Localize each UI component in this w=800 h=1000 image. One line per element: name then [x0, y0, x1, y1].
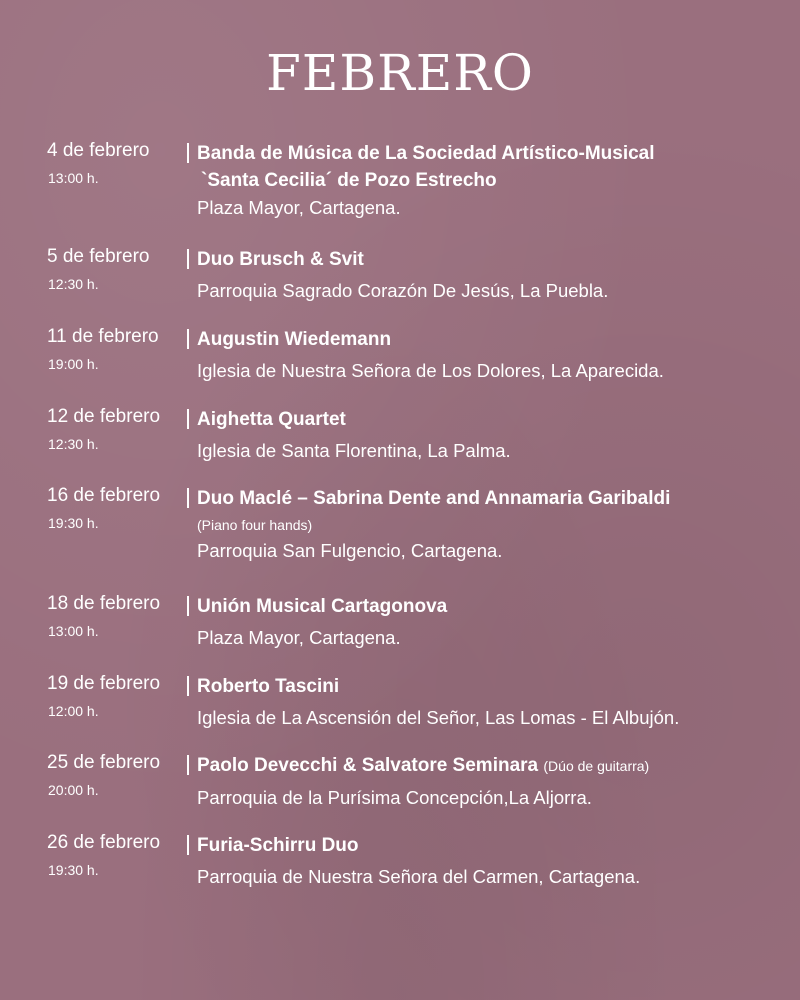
separator	[187, 329, 189, 349]
event-venue: Parroquia Sagrado Corazón De Jesús, La Puebla.	[197, 280, 609, 301]
event-time: 19:00 h.	[48, 356, 99, 372]
event-performer: Aighetta Quartet	[197, 409, 346, 430]
separator	[187, 249, 189, 269]
event-date: 4 de febrero	[47, 140, 150, 161]
event-venue: Parroquia de Nuestra Señora del Carmen, Cartagena.	[197, 866, 641, 887]
event-note: (Dúo de guitarra)	[543, 758, 650, 774]
event-time: 20:00 h.	[48, 782, 99, 798]
event-time: 19:30 h.	[48, 862, 99, 878]
event-venue: Plaza Mayor, Cartagena.	[197, 197, 401, 218]
separator	[187, 409, 189, 429]
event-time: 13:00 h.	[48, 170, 99, 186]
event-date: 18 de febrero	[47, 593, 161, 614]
event-date: 5 de febrero	[47, 246, 150, 267]
event-performer: Roberto Tascini	[197, 676, 340, 697]
event-venue: Plaza Mayor, Cartagena.	[197, 627, 401, 648]
page-title: FEBRERO	[266, 44, 534, 102]
event-time: 12:30 h.	[48, 276, 99, 292]
event-date: 26 de febrero	[47, 832, 161, 853]
event-date: 16 de febrero	[47, 485, 161, 506]
event-performer: Furia-Schirru Duo	[197, 835, 359, 856]
event-date: 11 de febrero	[47, 326, 159, 347]
event-performer-row	[197, 752, 797, 780]
event-date: 12 de febrero	[47, 406, 161, 427]
separator	[187, 596, 189, 616]
event-performer: Banda de Música de La Sociedad Artístico-Musical	[197, 143, 655, 164]
separator	[187, 143, 189, 163]
event-performer: Paolo Devecchi & Salvatore Seminara	[197, 755, 539, 776]
event-venue: Parroquia San Fulgencio, Cartagena.	[197, 540, 503, 561]
event-date: 25 de febrero	[47, 752, 161, 773]
event-time: 12:30 h.	[48, 436, 99, 452]
event-performer: Augustin Wiedemann	[197, 329, 392, 350]
event-performer: Duo Maclé – Sabrina Dente and Annamaria Garibaldi	[197, 488, 671, 509]
separator	[187, 676, 189, 696]
separator	[187, 755, 189, 775]
separator	[187, 835, 189, 855]
event-performer: Unión Musical Cartagonova	[197, 596, 448, 617]
event-time: 19:30 h.	[48, 515, 99, 531]
event-venue: Iglesia de Santa Florentina, La Palma.	[197, 440, 511, 461]
event-subtitle: (Piano four hands)	[197, 517, 313, 533]
separator	[187, 488, 189, 508]
event-date: 19 de febrero	[47, 673, 161, 694]
event-venue: Iglesia de Nuestra Señora de Los Dolores, La Aparecida.	[197, 360, 664, 381]
event-venue: Parroquia de la Purísima Concepción,La Aljorra.	[197, 787, 592, 808]
event-performer: Duo Brusch & Svit	[197, 249, 364, 270]
event-performer-line2: `Santa Cecilia´ de Pozo Estrecho	[201, 170, 497, 191]
event-time: 13:00 h.	[48, 623, 99, 639]
event-venue: Iglesia de La Ascensión del Señor, Las Lomas - El Albujón.	[197, 707, 680, 728]
event-time: 12:00 h.	[48, 703, 99, 719]
